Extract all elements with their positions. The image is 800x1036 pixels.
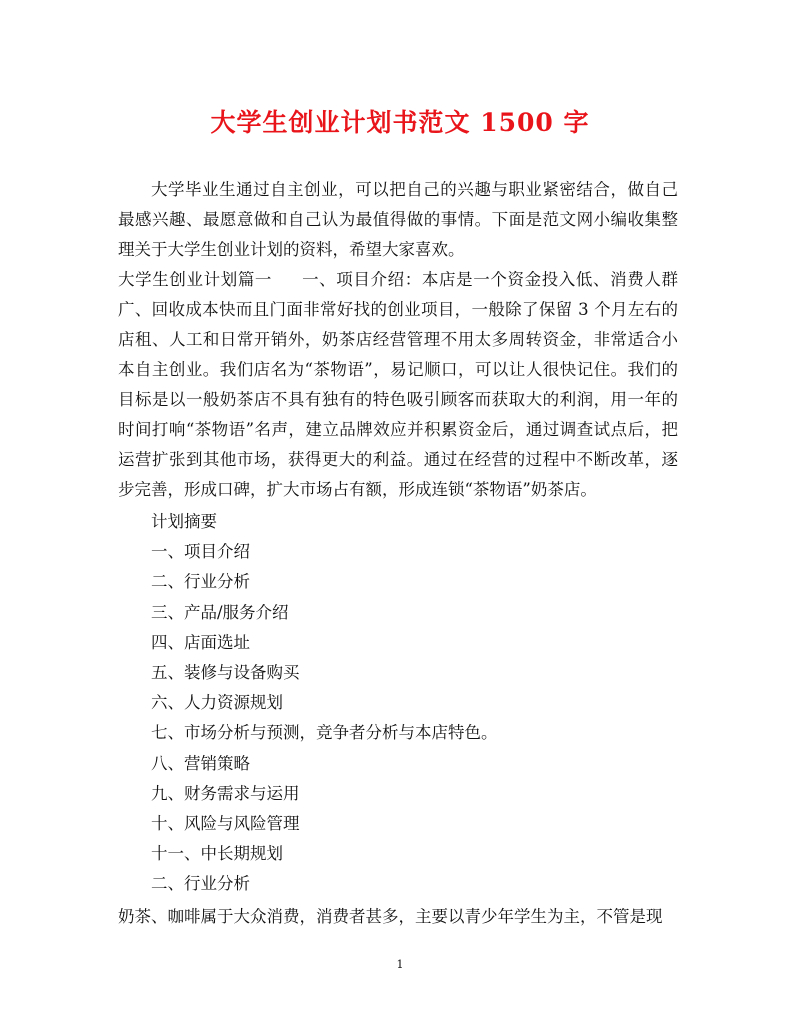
- document-title: 大学生创业计划书范文 1500 字: [210, 108, 590, 137]
- closing-line: 奶茶、咖啡属于大众消费，消费者甚多，主要以青少年学生为主，不管是现: [118, 906, 663, 926]
- outline-item: 二、行业分析: [151, 572, 250, 592]
- intro-paragraph: 大学毕业生通过自主创业，可以把自己的兴趣与职业紧密结合，做自己最感兴趣、最愿意做和自己认为最值得做的事情。下面是范文网小编收集整理关于大学生创业计划的资料，希望大家喜欢。: [118, 180, 678, 259]
- outline-item: 一、项目介绍: [151, 542, 250, 562]
- outline-item: 二、行业分析: [151, 874, 250, 894]
- outline-item: 六、人力资源规划: [151, 693, 283, 713]
- plan-outline: [118, 507, 678, 900]
- outline-item: 九、财务需求与运用: [151, 783, 300, 803]
- outline-item: 八、营销策略: [151, 753, 250, 773]
- section-paragraph: [118, 265, 678, 505]
- outline-item: 七、市场分析与预测，竞争者分析与本店特色。: [151, 723, 498, 743]
- document-body: [118, 175, 678, 932]
- outline-item: 十一、中长期规划: [151, 844, 283, 864]
- outline-item: 十、风险与风险管理: [151, 814, 300, 834]
- outline-item: 计划摘要: [151, 512, 217, 531]
- page-number: 1: [396, 958, 404, 971]
- outline-item: 五、装修与设备购买: [151, 663, 300, 683]
- outline-item: 四、店面选址: [151, 632, 250, 652]
- section-body: 一、项目介绍：本店是一个资金投入低、消费人群广、回收成本快而且门面非常好找的创业项目，一般除了保留 3 个月左右的店租、人工和日常开销外，奶茶店经营管理不用太多周转资金，非常适合小本自主创业。我们店名为“茶物语”，易记顺口，可以让人很快记住。我们的目标是以一般奶茶店不具有独有的特色吸引顾客而获取大的利润，用一年的时间打响“茶物语”名声，建立品牌效应并积累资金后，通过调查试点后，把运营扩张到其他市场，获得更大的利益。通过在经营的过程中不断改革，逐步完善，形成口碑，扩大市场占有额，形成连锁“茶物语”奶茶店。: [118, 270, 679, 499]
- outline-item: 三、产品/服务介绍: [151, 602, 289, 622]
- section-label: 大学生创业计划篇一: [118, 270, 273, 289]
